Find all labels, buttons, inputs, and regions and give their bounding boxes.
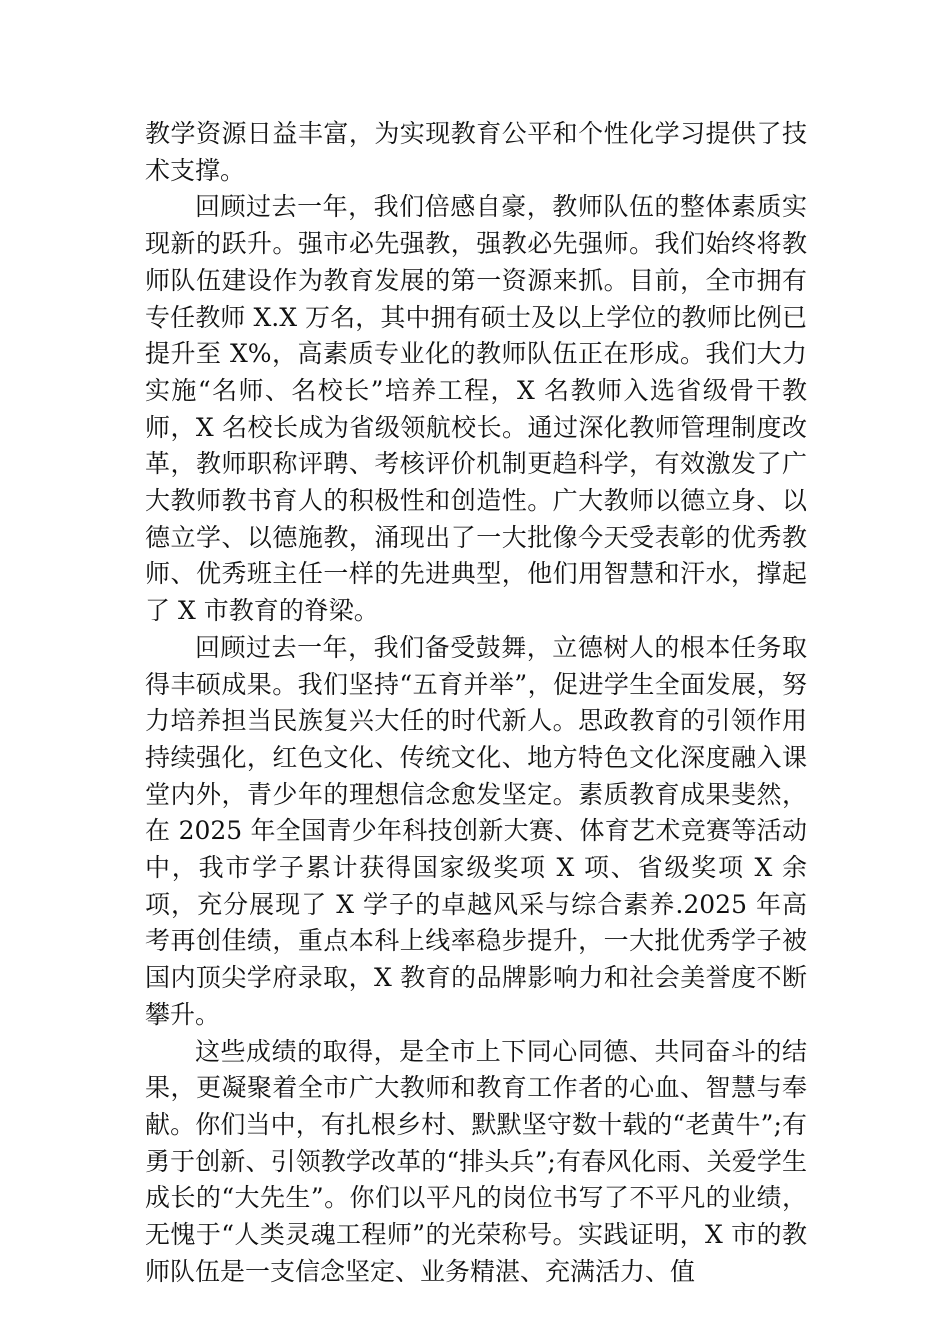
paragraph-continuation: 教学资源日益丰富，为实现教育公平和个性化学习提供了技术支撑。 xyxy=(145,119,807,185)
paragraph-achievements: 这些成绩的取得，是全市上下同心同德、共同奋斗的结果，更凝聚着全市广大教师和教育工作者的心血、智慧与奉献。你们当中，有扎根乡村、默默坚守数十载的“老黄牛”;有勇于创新、引领教学改革的“排头兵”;有春风化雨、关爱学生成长的“大先生”。你们以平凡的岗位书写了不平凡的业绩，无愧于“人类灵魂工程师”的光荣称号。实践证明，X 市的教师队伍是一支信念坚定、业务精湛、充满活力、值 xyxy=(145,1036,807,1286)
paragraph-teacher-team: 回顾过去一年，我们倍感自豪，教师队伍的整体素质实现新的跃升。强市必先强教，强教必先强师。我们始终将教师队伍建设作为教育发展的第一资源来抓。目前，全市拥有专任教师 X.X 万名，其中拥有硕士及以上学位的教师比例已提升至 X%，高素质专业化的教师队伍正在形成。我们大力实施“名师、名校长”培养工程，X 名教师入选省级骨干教师，X 名校长成为省级领航校长。通过深化教师管理制度改革，教师职称评聘、考核评价机制更趋科学，有效激发了广大教师教书育人的积极性和创造性。广大教师以德立身、以德立学、以德施教，涌现出了一大批像今天受表彰的优秀教师、优秀班主任一样的先进典型，他们用智慧和汗水，撑起了 X 市教育的脊梁。 xyxy=(145,192,807,626)
paragraph-moral-education: 回顾过去一年，我们备受鼓舞，立德树人的根本任务取得丰硕成果。我们坚持“五育并举”，促进学生全面发展，努力培养担当民族复兴大任的时代新人。思政教育的引领作用持续强化，红色文化、传统文化、地方特色文化深度融入课堂内外，青少年的理想信念愈发坚定。素质教育成果斐然，在 2025 年全国青少年科技创新大赛、体育艺术竞赛等活动中，我市学子累计获得国家级奖项 X 项、省级奖项 X 余项，充分展现了 X 学子的卓越风采与综合素养.2025 年高考再创佳绩，重点本科上线率稳步提升，一大批优秀学子被国内顶尖学府录取，X 教育的品牌影响力和社会美誉度不断攀升。 xyxy=(145,632,807,1029)
document-body xyxy=(145,116,807,1291)
